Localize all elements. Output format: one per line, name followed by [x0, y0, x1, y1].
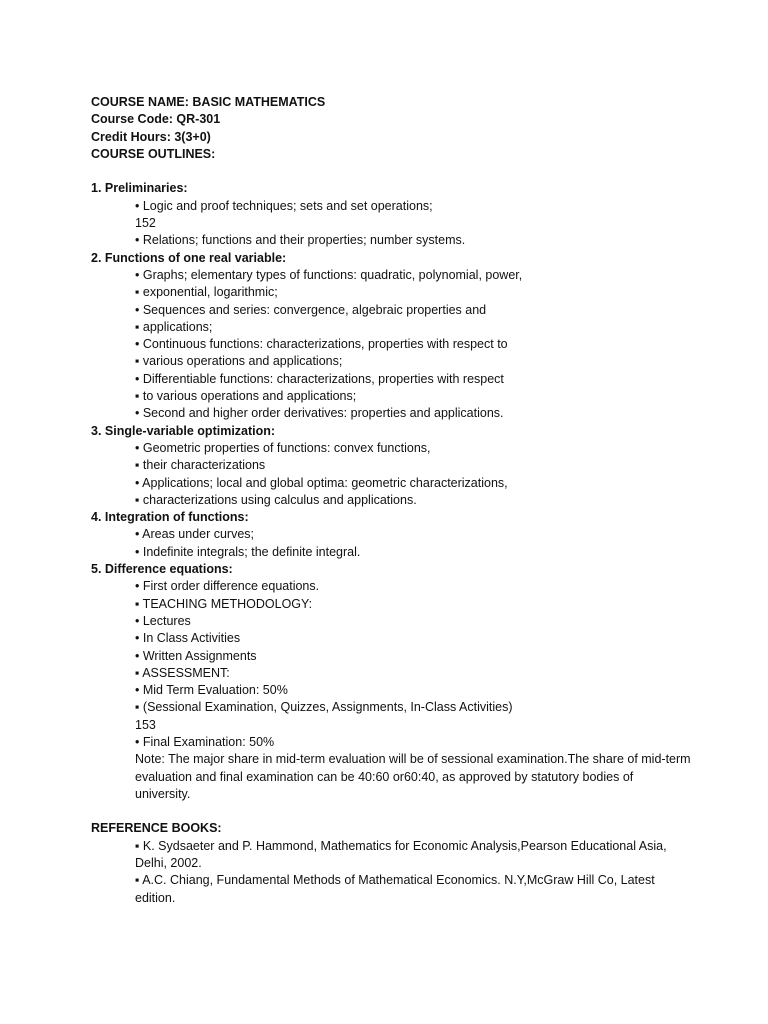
list-item: • Relations; functions and their properties; number systems.: [135, 233, 466, 248]
reference-item: ▪ K. Sydsaeter and P. Hammond, Mathematics for Economic Analysis,Pearson Educational Asia, Delhi, 2002.: [135, 838, 667, 871]
course-outlines-heading: COURSE OUTLINES:: [91, 146, 216, 161]
assessment-note: Note: The major share in mid-term evaluation will be of sessional examination.The share of mid-term evaluation and final examination can be 40:60 or60:40, as approved by statutory bodies of university.: [135, 752, 691, 801]
section-title: 5. Difference equations:: [91, 562, 233, 577]
list-item: ▪ ASSESSMENT:: [135, 665, 230, 680]
page-number: 152: [135, 216, 156, 231]
list-item: ▪ exponential, logarithmic;: [135, 285, 278, 300]
list-item: • Differentiable functions: characterizations, properties with respect: [135, 371, 504, 386]
list-item: ▪ (Sessional Examination, Quizzes, Assignments, In-Class Activities): [135, 700, 513, 715]
section-title: 2. Functions of one real variable:: [91, 250, 287, 265]
list-item: • Areas under curves;: [135, 527, 255, 542]
list-item: ▪ their characterizations: [135, 458, 266, 473]
course-code: Course Code: QR-301: [91, 112, 221, 127]
list-item: • Logic and proof techniques; sets and set operations;: [135, 198, 433, 213]
list-item: • Final Examination: 50%: [135, 734, 275, 749]
list-item: ▪ applications;: [135, 319, 213, 334]
section-title: 4. Integration of functions:: [91, 510, 249, 525]
course-name: COURSE NAME: BASIC MATHEMATICS: [91, 95, 326, 109]
list-item: ▪ characterizations using calculus and applications.: [135, 492, 417, 507]
list-item: • Mid Term Evaluation: 50%: [135, 683, 288, 698]
credit-hours: Credit Hours: 3(3+0): [91, 129, 211, 144]
list-item: • Sequences and series: convergence, algebraic properties and: [135, 302, 487, 317]
list-item: • Indefinite integrals; the definite integral.: [135, 544, 361, 559]
list-item: • Graphs; elementary types of functions: quadratic, polynomial, power,: [135, 267, 523, 282]
reference-books-heading: REFERENCE BOOKS:: [91, 821, 222, 836]
list-item: • Applications; local and global optima: geometric characterizations,: [135, 475, 508, 490]
list-item: ▪ to various operations and applications;: [135, 389, 357, 404]
section-title: 3. Single-variable optimization:: [91, 423, 276, 438]
section-title: 1. Preliminaries:: [91, 181, 188, 196]
blank-line: [91, 163, 691, 180]
reference-item: ▪ A.C. Chiang, Fundamental Methods of Mathematical Economics. N.Y,McGraw Hill Co, Latest edition.: [135, 873, 655, 905]
list-item: • In Class Activities: [135, 631, 241, 646]
list-item: • Lectures: [135, 613, 191, 628]
list-item: • First order difference equations.: [135, 579, 320, 594]
list-item: • Written Assignments: [135, 648, 257, 663]
list-item: ▪ TEACHING METHODOLOGY:: [135, 596, 313, 611]
list-item: ▪ various operations and applications;: [135, 354, 343, 369]
blank-line: [91, 803, 691, 820]
page-number: 153: [135, 717, 156, 732]
list-item: • Second and higher order derivatives: properties and applications.: [135, 406, 504, 421]
document-content: [91, 94, 691, 907]
list-item: • Geometric properties of functions: convex functions,: [135, 440, 431, 455]
list-item: • Continuous functions: characterizations, properties with respect to: [135, 337, 508, 352]
